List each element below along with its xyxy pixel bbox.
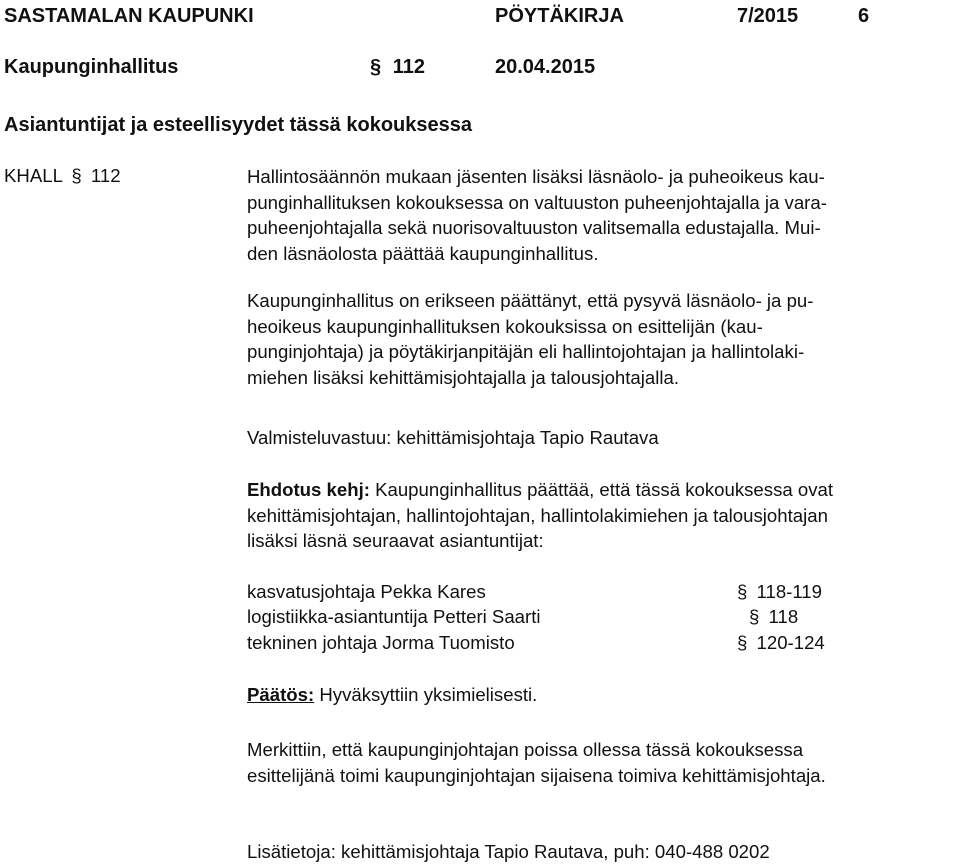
- section-ref: [370, 56, 425, 79]
- decision: [247, 684, 537, 706]
- text-line: Hallintosäännön mukaan jäsenten lisäksi läsnäolo- ja puheoikeus kau-: [247, 166, 825, 187]
- page-title: Asiantuntijat ja esteellisyydet tässä kokouksessa: [4, 114, 472, 136]
- section-mark: §: [370, 56, 382, 78]
- decision-text: Hyväksyttiin yksimielisesti.: [314, 684, 538, 705]
- case-reference: [4, 165, 121, 187]
- text-line: punginhallituksen kokouksessa on valtuuston puheenjohtajalla ja vara-: [247, 191, 827, 213]
- decision-label: Päätös:: [247, 684, 315, 705]
- section-number: 112: [392, 56, 425, 78]
- paragraph-permanent-attendance: [247, 288, 947, 390]
- paragraph-membership: [247, 164, 947, 266]
- expert-sections: [737, 632, 825, 654]
- section-mark: §: [749, 606, 760, 627]
- prepared-by-text: Valmisteluvastuu: kehittämisjohtaja Tapio Rautava: [247, 427, 659, 448]
- section-mark: §: [737, 581, 748, 602]
- proposal: [247, 477, 947, 554]
- prepared-by: [247, 425, 947, 451]
- text-line: esittelijänä toimi kaupunginjohtajan sijaisena toimiva kehittämisjohtaja.: [247, 764, 826, 786]
- expert-sections: [737, 581, 822, 603]
- text-line: kehittämisjohtajan, hallintojohtajan, hallintolakimiehen ja talousjohtajan: [247, 504, 828, 526]
- text-line: Kaupunginhallitus on erikseen päättänyt, että pysyvä läsnäolo- ja pu-: [247, 290, 814, 311]
- text-line: miehen lisäksi kehittämisjohtajalla ja talousjohtajalla.: [247, 366, 680, 388]
- expert-name: logistiikka-asiantuntija Petteri Saarti: [247, 606, 541, 627]
- expert-section-numbers: 120-124: [756, 632, 825, 653]
- issue-number: 7/2015: [737, 5, 799, 27]
- body-name: Kaupunginhallitus: [4, 56, 179, 78]
- text-line: heoikeus kaupunginhallituksen kokouksissa on esittelijän (kau-: [247, 315, 763, 337]
- text-line: lisäksi läsnä seuraavat asiantuntijat:: [247, 530, 544, 552]
- case-prefix: KHALL: [4, 165, 63, 186]
- case-section-number: 112: [90, 165, 121, 186]
- expert-section-numbers: 118: [768, 606, 799, 627]
- note: [247, 737, 947, 788]
- expert-name: kasvatusjohtaja Pekka Kares: [247, 581, 486, 602]
- page-number: 6: [858, 5, 870, 27]
- case-section-mark: §: [71, 165, 82, 186]
- contact-info: Lisätietoja: kehittämisjohtaja Tapio Rautava, puh: 040-488 0202: [247, 841, 770, 862]
- text-line: puheenjohtajalla sekä nuorisovaltuuston valitsemalla edustajalla. Mui-: [247, 217, 821, 239]
- proposal-label: Ehdotus kehj:: [247, 479, 370, 500]
- section-mark: §: [737, 632, 748, 653]
- meeting-date: 20.04.2015: [495, 56, 596, 78]
- organization-name: SASTAMALAN KAUPUNKI: [4, 5, 254, 27]
- proposal-text: Kaupunginhallitus päättää, että tässä kokouksessa ovat: [369, 479, 834, 500]
- text-line: punginjohtaja) ja pöytäkirjanpitäjän eli hallintojohtajan ja hallintolaki-: [247, 341, 805, 363]
- expert-name: tekninen johtaja Jorma Tuomisto: [247, 632, 515, 653]
- expert-section-numbers: 118-119: [756, 581, 822, 602]
- text-line: Merkittiin, että kaupunginjohtajan poissa ollessa tässä kokouksessa: [247, 739, 804, 760]
- document-type: PÖYTÄKIRJA: [495, 5, 624, 27]
- proposal-first-line: [247, 477, 947, 503]
- expert-sections: [749, 606, 798, 628]
- text-line: den läsnäolosta päättää kaupunginhallitus.: [247, 242, 599, 264]
